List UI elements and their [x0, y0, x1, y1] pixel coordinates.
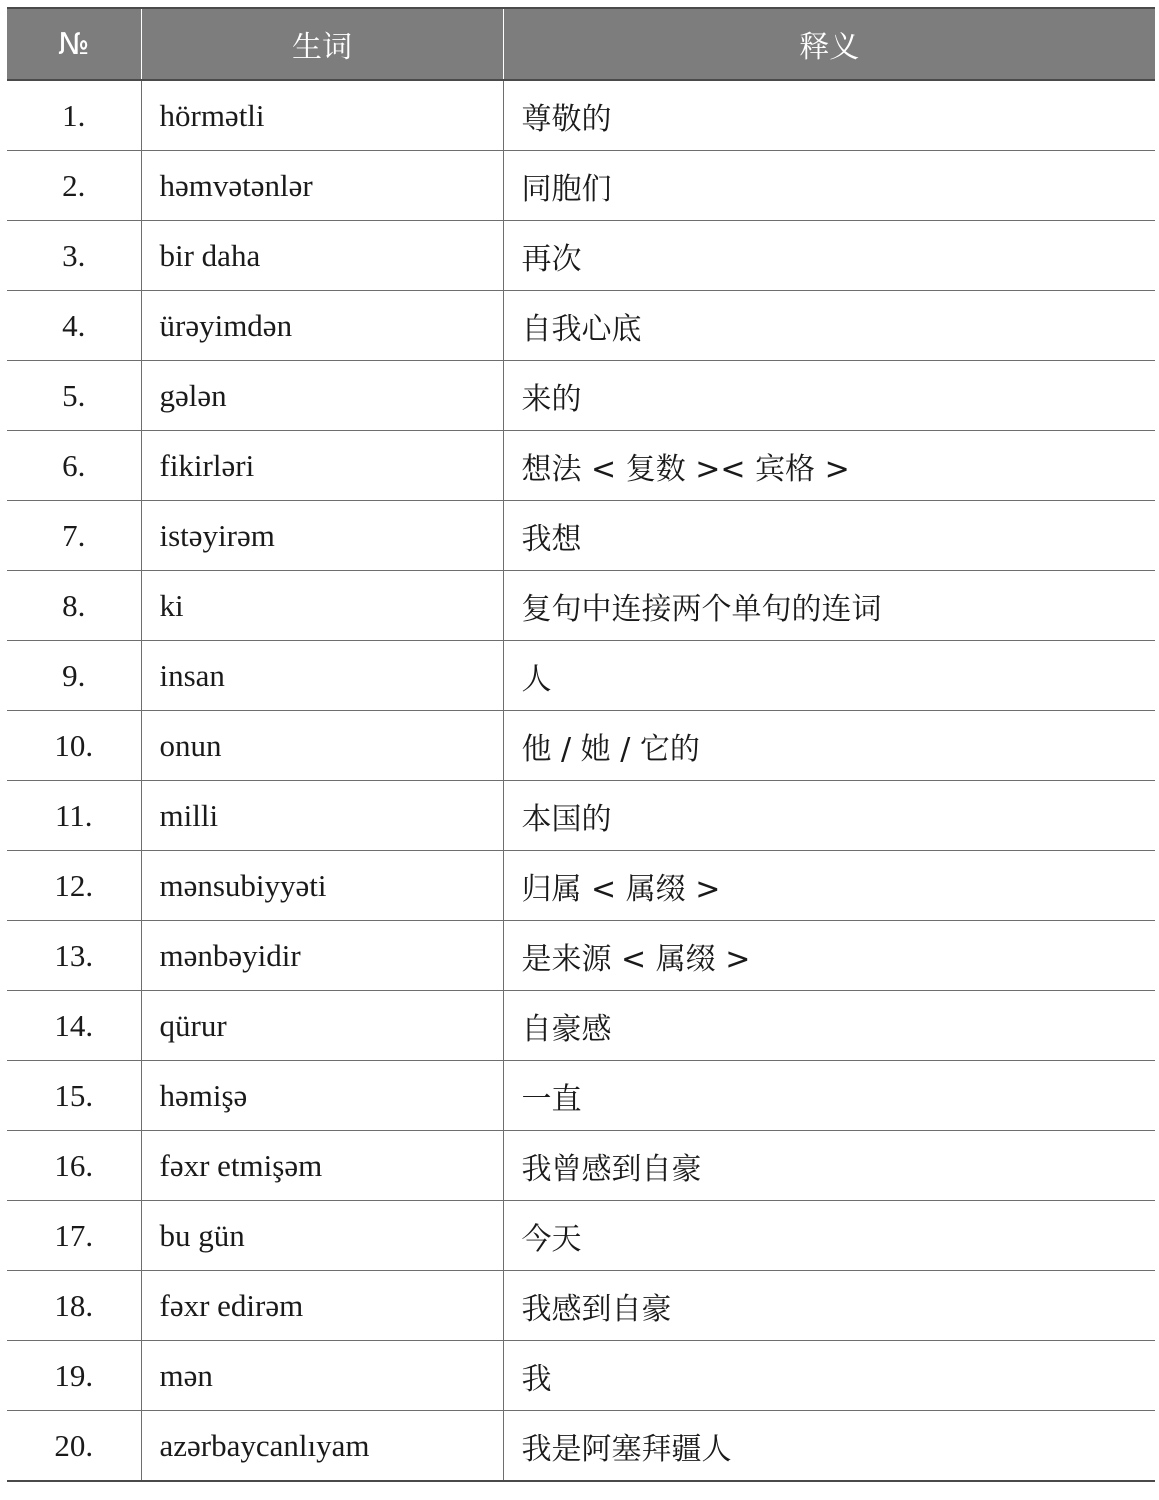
row-word: həmvətənlər: [141, 151, 503, 221]
row-number: 7.: [7, 501, 141, 571]
table-row: [7, 80, 1155, 151]
row-number: 17.: [7, 1201, 141, 1271]
row-word: gələn: [141, 361, 503, 431]
table-row: [7, 151, 1155, 221]
row-definition: 复句中连接两个单句的连词: [503, 571, 1155, 641]
row-definition: 本国的: [503, 781, 1155, 851]
row-word: istəyirəm: [141, 501, 503, 571]
row-definition: 人: [503, 641, 1155, 711]
table-row: [7, 851, 1155, 921]
row-word: onun: [141, 711, 503, 781]
row-definition: 他 / 她 / 它的: [503, 711, 1155, 781]
table-row: [7, 991, 1155, 1061]
row-definition: 今天: [503, 1201, 1155, 1271]
vocabulary-table: [7, 7, 1155, 1482]
table-body: [7, 80, 1155, 1481]
row-number: 6.: [7, 431, 141, 501]
row-number: 18.: [7, 1271, 141, 1341]
header-row: [7, 8, 1155, 80]
table-row: [7, 361, 1155, 431]
row-word: ki: [141, 571, 503, 641]
table-row: [7, 711, 1155, 781]
table-row: [7, 1411, 1155, 1482]
row-definition: 归属 < 属缀 >: [503, 851, 1155, 921]
table-row: [7, 1061, 1155, 1131]
row-definition: 自豪感: [503, 991, 1155, 1061]
row-number: 2.: [7, 151, 141, 221]
row-definition: 我: [503, 1341, 1155, 1411]
row-number: 15.: [7, 1061, 141, 1131]
row-number: 11.: [7, 781, 141, 851]
row-number: 10.: [7, 711, 141, 781]
row-definition: 我感到自豪: [503, 1271, 1155, 1341]
row-word: insan: [141, 641, 503, 711]
row-number: 9.: [7, 641, 141, 711]
row-definition: 我曾感到自豪: [503, 1131, 1155, 1201]
row-number: 3.: [7, 221, 141, 291]
row-number: 1.: [7, 80, 141, 151]
table-row: [7, 431, 1155, 501]
row-definition: 再次: [503, 221, 1155, 291]
table-row: [7, 641, 1155, 711]
row-definition: 想法 < 复数 >< 宾格 >: [503, 431, 1155, 501]
row-number: 4.: [7, 291, 141, 361]
row-number: 14.: [7, 991, 141, 1061]
row-word: mənsubiyyəti: [141, 851, 503, 921]
table-row: [7, 501, 1155, 571]
table-row: [7, 1131, 1155, 1201]
row-definition: 同胞们: [503, 151, 1155, 221]
row-word: mən: [141, 1341, 503, 1411]
row-word: həmişə: [141, 1061, 503, 1131]
row-word: fəxr edirəm: [141, 1271, 503, 1341]
row-number: 13.: [7, 921, 141, 991]
row-number: 16.: [7, 1131, 141, 1201]
row-definition: 我想: [503, 501, 1155, 571]
row-word: milli: [141, 781, 503, 851]
table-header: [7, 8, 1155, 80]
row-word: hörmətli: [141, 80, 503, 151]
row-word: azərbaycanlıyam: [141, 1411, 503, 1482]
table-row: [7, 1201, 1155, 1271]
row-definition: 我是阿塞拜疆人: [503, 1411, 1155, 1482]
row-word: ürəyimdən: [141, 291, 503, 361]
row-definition: 是来源 < 属缀 >: [503, 921, 1155, 991]
row-definition: 尊敬的: [503, 80, 1155, 151]
header-word: 生词: [141, 8, 503, 80]
row-number: 8.: [7, 571, 141, 641]
row-word: fəxr etmişəm: [141, 1131, 503, 1201]
row-definition: 自我心底: [503, 291, 1155, 361]
table-row: [7, 921, 1155, 991]
header-definition: 释义: [503, 8, 1155, 80]
row-word: fikirləri: [141, 431, 503, 501]
table-row: [7, 781, 1155, 851]
row-number: 12.: [7, 851, 141, 921]
table-row: [7, 1341, 1155, 1411]
row-word: mənbəyidir: [141, 921, 503, 991]
table-row: [7, 221, 1155, 291]
row-number: 20.: [7, 1411, 141, 1482]
row-definition: 来的: [503, 361, 1155, 431]
row-word: qürur: [141, 991, 503, 1061]
row-word: bu gün: [141, 1201, 503, 1271]
row-word: bir daha: [141, 221, 503, 291]
table-row: [7, 291, 1155, 361]
row-number: 5.: [7, 361, 141, 431]
table-row: [7, 571, 1155, 641]
header-number: №: [7, 8, 141, 80]
table-row: [7, 1271, 1155, 1341]
row-definition: 一直: [503, 1061, 1155, 1131]
row-number: 19.: [7, 1341, 141, 1411]
